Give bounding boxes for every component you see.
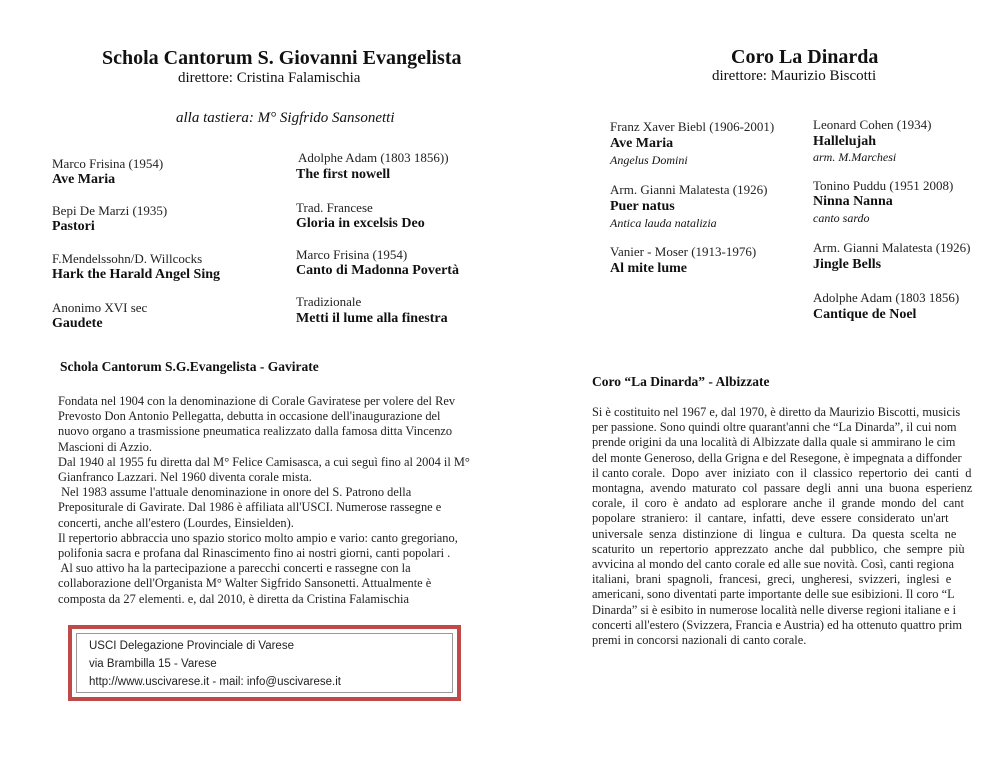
bio-line: Prevosto Don Antonio Pellegatta, debutta in occasione dell'inaugurazione del (58, 409, 441, 424)
bio-line: Nel 1983 assume l'attuale denominazione in onore del S. Patrono della (58, 485, 412, 500)
program-composer: Marco Frisina (1954) (296, 247, 408, 262)
bio-line: popolare straniero: il cantare, infatti, deve essere considerato un'art (592, 511, 949, 526)
program-song: Canto di Madonna Povertà (296, 263, 459, 278)
program-composer: Anonimo XVI sec (52, 300, 148, 315)
right-section-title: Coro “La Dinarda” - Albizzate (592, 374, 770, 389)
program-song: Puer natus (610, 199, 675, 214)
contact-box-inner (76, 633, 453, 693)
right-director: direttore: Maurizio Biscotti (712, 68, 877, 84)
program-song: Al mite lume (610, 261, 687, 276)
program-song: Hark the Harald Angel Sing (52, 267, 221, 282)
program-song: Ninna Nanna (813, 194, 893, 209)
bio-line: nuovo organo a trasmissione pneumatica realizzato dalla famosa ditta Vincenzo (58, 424, 453, 439)
right-bio (592, 405, 994, 648)
program-composer: Tradizionale (296, 294, 362, 309)
bio-line: prende origini da una località di Albizzate dalla quale si ammirano le cim (592, 435, 956, 450)
program-song: Gaudete (52, 316, 103, 331)
program-note: arm. M.Marchesi (813, 150, 897, 164)
program-song: Pastori (52, 219, 95, 234)
program-composer: Arm. Gianni Malatesta (1926) (610, 182, 768, 197)
bio-line: concerti all'estero (Svizzera, Francia e Austria) ed ha ottenuto quattro prim (592, 617, 963, 632)
bio-line: Si è costituito nel 1967 e, dal 1970, è diretto da Maurizio Biscotti, musicis (592, 405, 961, 419)
bio-line: Dinarda” si è esibito in numerose località nelle diverse regioni italiane e i (592, 602, 957, 617)
bio-line: americani, sono diventati parte importante delle sue esibizioni. Il coro “L (592, 587, 955, 602)
program-composer: Arm. Gianni Malatesta (1926) (813, 240, 971, 255)
bio-line: Mascioni di Azzio. (58, 439, 152, 454)
program-note: canto sardo (813, 211, 870, 225)
program-composer: Bepi De Marzi (1935) (52, 203, 168, 218)
bio-line: Gianfranco Lazzari. Nel 1960 diventa corale mista. (58, 470, 312, 485)
bio-line: universale senza distinzione di lingua e cultura. Da questa scelta ne (592, 526, 957, 541)
program-song: Ave Maria (52, 172, 116, 187)
left-section-title: Schola Cantorum S.G.Evangelista - Gavirate (60, 359, 319, 374)
bio-line: collaborazione dell'Organista M° Walter Sigfrido Sansonetti. Attualmente è (58, 576, 432, 591)
program-song: Ave Maria (610, 136, 674, 151)
bio-line: composta da 27 elementi. e, dal 2010, è diretta da Cristina Falamischia (58, 591, 409, 606)
bio-line: concerti, anche all'estero (Lourdes, Einsielden). (58, 515, 294, 530)
bio-line: Dal 1940 al 1955 fu diretta dal M° Felice Camisasca, a cui seguì fino al 2004 il M° (58, 454, 470, 469)
left-director: direttore: Cristina Falamischia (178, 70, 361, 86)
program-song: The first nowell (296, 167, 391, 182)
contact-box (68, 625, 461, 701)
program-song: Hallelujah (813, 134, 877, 149)
bio-line: Fondata nel 1904 con la denominazione di Corale Gaviratese per volere del Rev (58, 394, 456, 408)
contact-address: via Brambilla 15 - Varese (89, 658, 217, 670)
bio-line: premi in concorsi nazionali di canto corale. (592, 633, 807, 648)
right-title: Coro La Dinarda (731, 46, 879, 68)
bio-line: italiani, brani spagnoli, francesi, greci, ungheresi, svizzeri, inglesi e (592, 572, 952, 587)
program-composer: Leonard Cohen (1934) (813, 117, 932, 132)
program-song: Metti il lume alla finestra (296, 311, 448, 326)
program-song: Gloria in excelsis Deo (296, 216, 425, 231)
program-composer: Tonino Puddu (1951 2008) (813, 178, 954, 193)
program-note: Antica lauda natalizia (610, 216, 717, 230)
program-composer: Adolphe Adam (1803 1856) (813, 290, 960, 305)
program-song: Jingle Bells (813, 257, 882, 272)
bio-line: avvicina al mondo del canto corale ed alle sue novità. Così, canti regiona (592, 557, 954, 572)
program-song: Cantique de Noel (813, 307, 917, 322)
bio-line: il canto corale. Dopo aver iniziato con il classico repertorio dei canti d (592, 465, 972, 480)
left-bio (58, 394, 498, 607)
left-title: Schola Cantorum S. Giovanni Evangelista (102, 47, 462, 69)
program-composer: Adolphe Adam (1803 1856)) (298, 150, 449, 165)
contact-web-mail[interactable]: http://www.uscivarese.it - mail: info@uscivarese.it (89, 676, 341, 688)
program-composer: Trad. Francese (296, 200, 373, 215)
program-composer: Marco Frisina (1954) (52, 156, 164, 171)
program-composer: F.Mendelssohn/D. Willcocks (52, 251, 203, 266)
bio-line: Al suo attivo ha la partecipazione a parecchi concerti e rassegne con la (58, 561, 411, 576)
bio-line: del monte Generoso, della Grigna e del Resegone, è impegnata a diffonder (592, 450, 962, 465)
bio-line: montagna, avendo maturato col passare degli anni una buona esperienz (592, 481, 973, 496)
bio-line: corale, il coro è andato ad esplorare anche il grande mondo del cant (592, 496, 964, 511)
bio-line: polifonia sacra e profana dal Rinascimento fino ai nostri giorni, canti popolari . (58, 546, 451, 561)
bio-line: per passione. Sono quindi oltre quarant'anni che “La Dinarda”, il cui nom (592, 420, 957, 435)
bio-line: Il repertorio abbraccia uno spazio storico molto ampio e vario: canto gregoriano, (58, 530, 458, 545)
program-composer: Vanier - Moser (1913-1976) (610, 244, 757, 259)
bio-line: Prepositurale di Gavirate. Dal 1986 è affiliata all'USCI. Numerose rassegne e (58, 500, 442, 515)
program-note: Angelus Domini (610, 153, 688, 167)
left-keyboard: alla tastiera: M° Sigfrido Sansonetti (176, 110, 395, 126)
contact-org: USCI Delegazione Provinciale di Varese (89, 640, 294, 652)
program-composer: Franz Xaver Biebl (1906-2001) (610, 119, 775, 134)
bio-line: scaturito un repertorio apprezzato anche dal pubblico, che sempre più (592, 541, 965, 556)
